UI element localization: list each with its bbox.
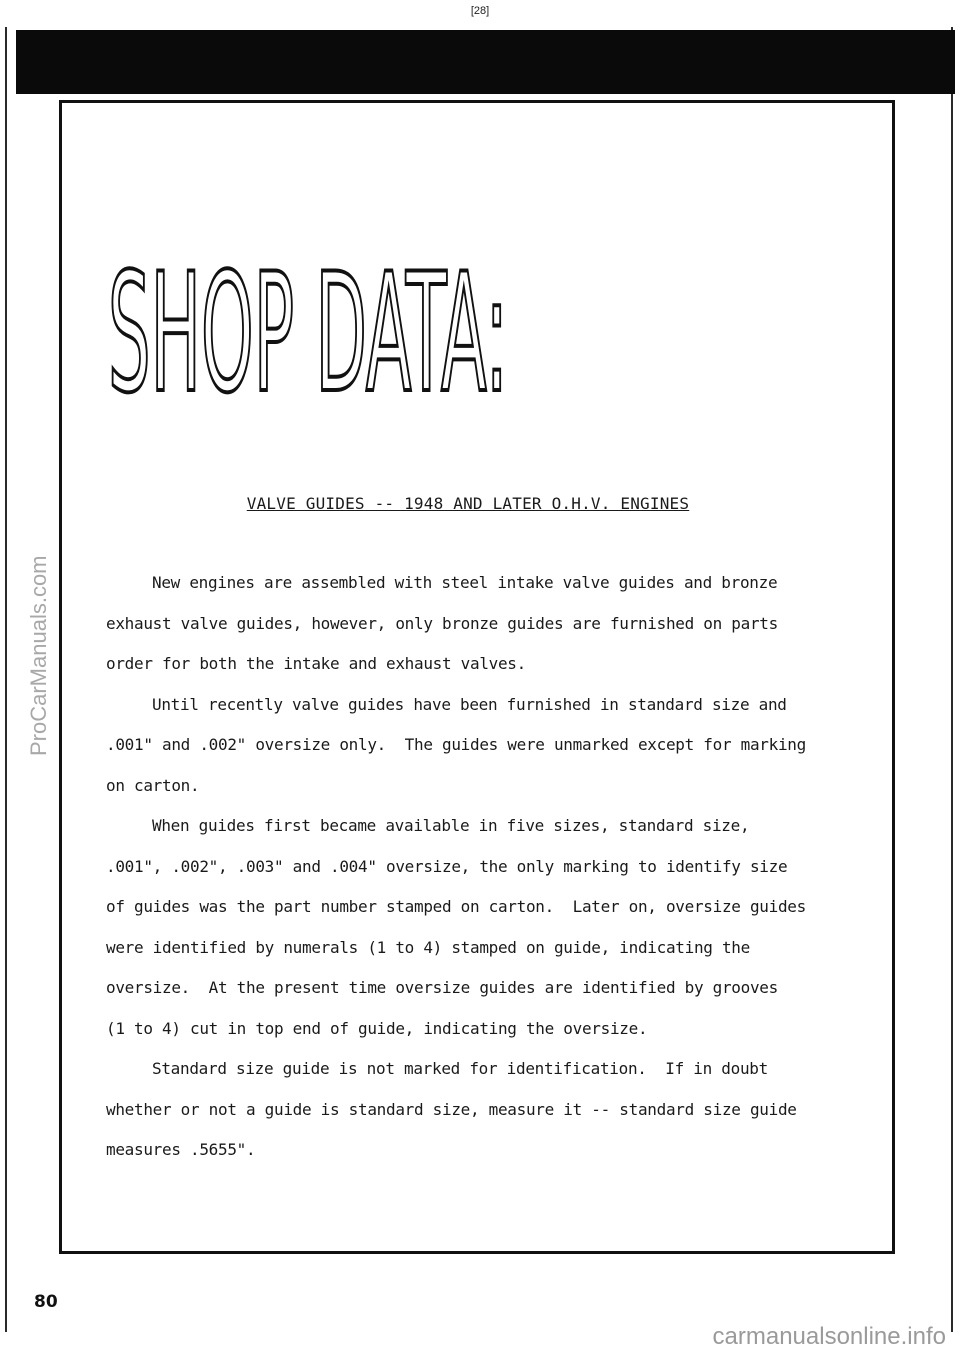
body-line: of guides was the part number stamped on carton. Later on, oversize guides <box>106 897 806 916</box>
shop-data-title <box>108 238 548 429</box>
body-line: were identified by numerals (1 to 4) stamped on guide, indicating the <box>106 937 750 957</box>
body-line: measures .5655". <box>106 1140 256 1159</box>
body-line: Until recently valve guides have been furnished in standard size and <box>152 694 787 714</box>
body-line: oversize. At the present time oversize guides are identified by grooves <box>106 978 778 997</box>
body-line: order for both the intake and exhaust valves. <box>106 654 526 673</box>
body-line: .001", .002", .003" and .004" oversize, the only marking to identify size <box>106 856 788 876</box>
right-margin-rule <box>951 27 953 1332</box>
body-text <box>106 563 876 1171</box>
body-line: whether or not a guide is standard size, measure it -- standard size guide <box>106 1099 797 1119</box>
section-heading: VALVE GUIDES -- 1948 AND LATER O.H.V. ENGINES <box>246 494 690 513</box>
page-label: [28] <box>470 5 490 17</box>
body-line: .001" and .002" oversize only. The guides were unmarked except for marking <box>106 735 806 754</box>
header-band <box>16 30 955 94</box>
body-line: on carton. <box>106 775 200 795</box>
body-line: Standard size guide is not marked for identification. If in doubt <box>152 1059 768 1078</box>
side-watermark: ProCarManuals.com <box>26 555 51 756</box>
bottom-watermark: carmanualsonline.info <box>712 1323 946 1350</box>
body-line: exhaust valve guides, however, only bronze guides are furnished on parts <box>106 613 778 633</box>
left-margin-rule <box>5 27 7 1332</box>
body-line: (1 to 4) cut in top end of guide, indicating the oversize. <box>106 1018 648 1038</box>
body-line: When guides first became available in five sizes, standard size, <box>152 816 750 835</box>
body-line: New engines are assembled with steel intake valve guides and bronze <box>152 573 778 592</box>
page-number: 80 <box>34 1292 58 1312</box>
shop-data-title-text: SHOP DATA: <box>108 238 508 429</box>
